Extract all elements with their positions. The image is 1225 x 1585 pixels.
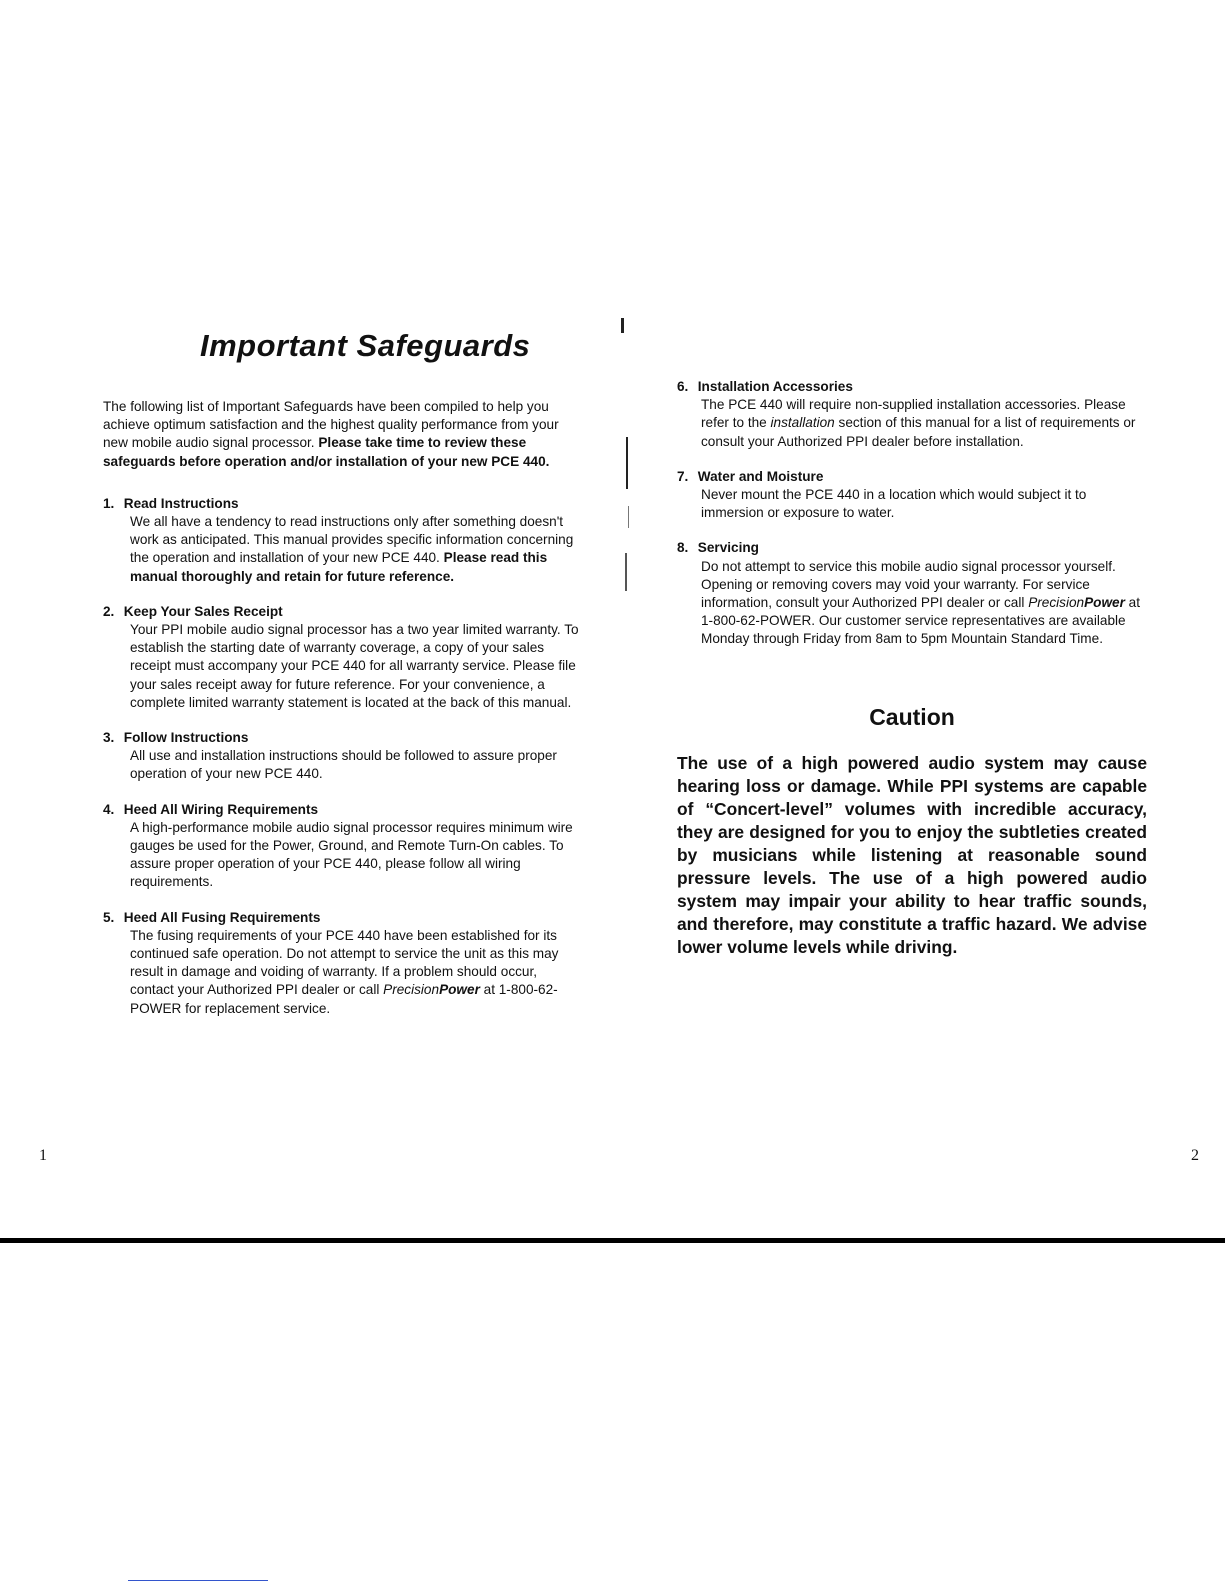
section-body: [130, 927, 580, 1018]
safeguard-servicing: [677, 539, 1147, 648]
gutter-scan-mark: [628, 506, 629, 528]
left-column: [103, 398, 580, 1035]
section-number: 1.: [103, 495, 115, 511]
section-heading: [677, 378, 1147, 396]
section-title: Water and Moisture: [697, 468, 824, 484]
section-text: We all have a tendency to read instructions only after something doesn't work as anticipated. This manual provides specific information concerning the operation and installation of your new PCE 440.: [130, 514, 574, 566]
section-body: All use and installation instructions should be followed to assure proper operation of your new PCE 440.: [130, 748, 557, 782]
footer-link-underline: [128, 1580, 268, 1581]
section-text-end: at 1-800-62-POWER for replacement service.: [130, 982, 558, 1016]
intro-emphasis: Please take time to review these safeguards before operation and/or installation of your new PCE 440.: [103, 435, 550, 469]
caution-title: Caution: [869, 704, 955, 730]
section-text: The PCE 440 will require non-supplied installation accessories. Please refer to the: [701, 397, 1126, 431]
safeguard-water-moisture: [677, 468, 1147, 523]
bottom-divider: [0, 1238, 1225, 1243]
section-heading: [103, 729, 580, 747]
section-text-end: section of this manual for a list of requirements or consult your Authorized PPI dealer before installation.: [701, 415, 1136, 449]
intro-paragraph: [103, 398, 580, 471]
section-body: Your PPI mobile audio signal processor has a two year limited warranty. To establish the starting date of warranty coverage, a copy of your sales receipt must accompany your PCE 440 for all warranty service. Please file your sales receipt away for future reference. For your convenience, a complete limited warranty statement is located at the back of this manual.: [130, 622, 579, 710]
section-title: Heed All Fusing Requirements: [123, 909, 321, 925]
gutter-scan-mark: [626, 437, 628, 489]
section-heading: [103, 495, 580, 513]
section-body: [701, 558, 1147, 649]
section-number: 7.: [677, 468, 689, 484]
section-heading: [103, 603, 580, 621]
section-emphasis: Please read this manual thoroughly and retain for future reference.: [130, 550, 548, 584]
gutter-scan-mark: [625, 553, 627, 591]
page-number-left: 1: [39, 1147, 47, 1164]
section-heading: [103, 801, 580, 819]
section-text-end: at 1-800-62-POWER. Our customer service representatives are available Monday through Friday from 8am to 5pm Mountain Standard Time.: [701, 595, 1141, 647]
section-title: Read Instructions: [123, 495, 239, 511]
section-heading: [677, 539, 1147, 557]
section-text: Do not attempt to service this mobile audio signal processor yourself. Opening or removing covers may void your warranty. For service information, consult your Authorized PPI dealer or call: [701, 558, 1116, 611]
page-number-right: 2: [1191, 1147, 1199, 1164]
brand-power: Power: [1084, 595, 1125, 611]
section-text: The fusing requirements of your PCE 440 have been established for its continued safe operation. Do not attempt to service the unit as this may result in damage and voiding of warranty. If a problem should occur, contact your Authorized PPI dealer or call: [130, 927, 559, 998]
section-body: [701, 396, 1147, 451]
page-title: Important Safeguards: [200, 328, 531, 363]
safeguard-installation-accessories: [677, 378, 1147, 451]
section-number: 5.: [103, 909, 115, 925]
safeguard-read-instructions: [103, 495, 580, 586]
section-title: Heed All Wiring Requirements: [123, 801, 319, 817]
safeguard-sales-receipt: [103, 603, 580, 712]
section-number: 2.: [103, 603, 115, 619]
gutter-scan-mark: [621, 318, 624, 333]
section-number: 8.: [677, 540, 689, 556]
intro-text: The following list of Important Safeguards have been compiled to help you achieve optimum satisfaction and the highest quality performance from your new mobile audio signal processor.: [103, 399, 559, 451]
right-column: [677, 378, 1147, 666]
section-title: Installation Accessories: [697, 379, 853, 394]
brand-precision: Precision: [383, 982, 440, 998]
section-body: A high-performance mobile audio signal processor requires minimum wire gauges be used for the Power, Ground, and Remote Turn-On cables. To assure proper operation of your PCE 440, please follow all wiring requirements.: [130, 819, 573, 890]
section-title: Keep Your Sales Receipt: [123, 603, 283, 619]
section-title: Servicing: [697, 540, 759, 556]
section-title: Follow Instructions: [123, 730, 249, 746]
section-number: 4.: [103, 801, 115, 817]
safeguard-fusing-requirements: [103, 909, 580, 1018]
safeguard-follow-instructions: [103, 729, 580, 784]
safeguard-wiring-requirements: [103, 801, 580, 892]
section-number: 6.: [677, 379, 689, 394]
section-number: 3.: [103, 730, 115, 746]
section-body: [130, 513, 580, 586]
brand-precision: Precision: [1028, 595, 1085, 611]
section-heading: [103, 909, 580, 927]
brand-power: Power: [439, 982, 480, 998]
section-body: Never mount the PCE 440 in a location which would subject it to immersion or exposure to water.: [701, 487, 1087, 521]
caution-text: The use of a high powered audio system may cause hearing loss or damage. While PPI systems are capable of “Concert-level” volumes with incredible accuracy, they are designed for you to enjoy the subtleties created by musicians while listening at reasonable sound pressure levels. The use of a high powered audio system may impair your ability to hear traffic sounds, and therefore, may constitute a traffic hazard. We advise lower volume levels while driving.: [677, 753, 1147, 957]
section-heading: [677, 468, 1147, 486]
installation-reference: installation: [770, 415, 835, 431]
